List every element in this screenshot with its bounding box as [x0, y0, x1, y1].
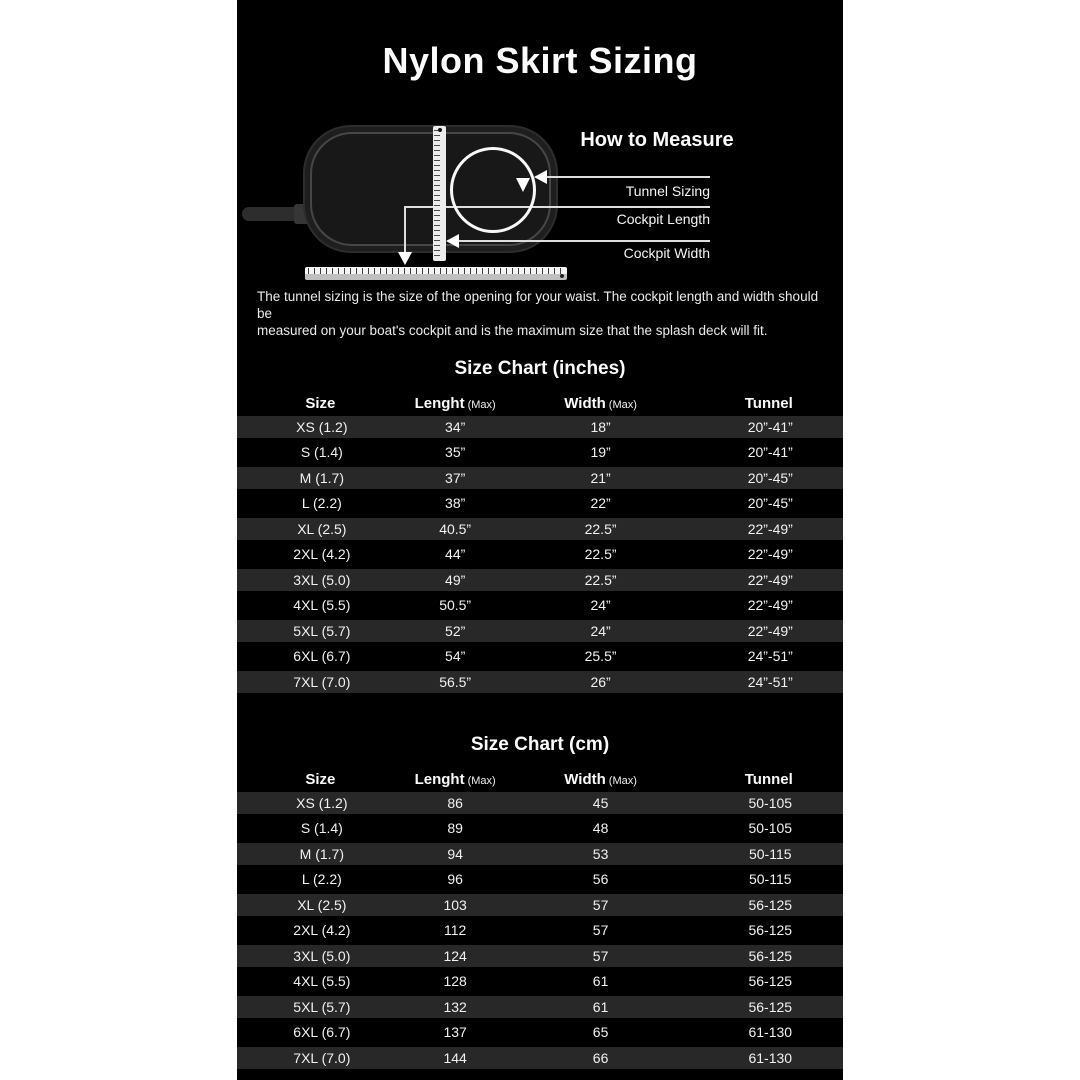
- size-table-cm: [237, 766, 843, 1073]
- table-cell: 22”-49”: [698, 518, 843, 540]
- table-cell: 57: [504, 894, 698, 916]
- table-cell: XS (1.2): [237, 416, 407, 438]
- table-cell: 20”-41”: [747, 444, 793, 461]
- table-cell: 61: [592, 973, 609, 990]
- table-cell: 66: [504, 1047, 698, 1069]
- table-cell: 48: [592, 820, 609, 837]
- table-row: [237, 442, 843, 464]
- table-cell: 65: [592, 1024, 609, 1041]
- table-row: [237, 894, 843, 916]
- table-cell: 22”-49”: [698, 620, 843, 642]
- table-cell: 22.5”: [504, 569, 698, 591]
- table-cell: 57: [504, 945, 698, 967]
- table-cell: 22”-49”: [698, 569, 843, 591]
- table-cell: 25.5”: [584, 648, 617, 665]
- table-cell: 21”: [504, 467, 698, 489]
- description-line: measured on your boat's cockpit and is the maximum size that the splash deck will fit.: [257, 323, 768, 338]
- table-title: Size Chart (cm): [470, 734, 610, 755]
- description-line: The tunnel sizing is the size of the opening for your waist. The cockpit length and width should be: [257, 289, 819, 321]
- table-cell: 35”: [445, 444, 466, 461]
- column-header-size: Size: [305, 394, 336, 412]
- page-title: Nylon Skirt Sizing: [382, 40, 698, 81]
- size-chart-inches: [237, 358, 843, 697]
- arrow-down-icon: [516, 178, 530, 192]
- table-cell: 6XL (6.7): [293, 648, 351, 665]
- table-row: [237, 544, 843, 566]
- table-cell: L (2.2): [301, 495, 342, 512]
- column-header-length: Lenght (Max): [414, 394, 496, 412]
- table-cell: 112: [443, 922, 467, 939]
- cockpit-length-label: Cockpit Length: [616, 211, 710, 227]
- table-cell: 52”: [407, 620, 504, 642]
- size-table-inches: [237, 390, 843, 697]
- table-row: [237, 792, 843, 814]
- arrow-left-icon: [446, 234, 459, 248]
- cockpit-length-annotation-line-vertical: [404, 206, 406, 254]
- arrow-down-icon: [398, 252, 412, 265]
- table-cell: 44”: [445, 546, 466, 563]
- measure-description: [257, 288, 829, 339]
- table-cell: 50-115: [698, 843, 843, 865]
- tunnel-sizing-label: Tunnel Sizing: [625, 183, 710, 199]
- table-cell: 144: [407, 1047, 504, 1069]
- table-row: [237, 1047, 843, 1069]
- table-cell: 56-125: [698, 996, 843, 1018]
- table-cell: 49”: [407, 569, 504, 591]
- table-cell: 57: [592, 922, 609, 939]
- table-cell: 61-130: [748, 1024, 793, 1041]
- table-cell: 45: [504, 792, 698, 814]
- column-header-tunnel: Tunnel: [744, 770, 793, 788]
- size-chart-cm: [237, 734, 843, 1073]
- table-cell: 50.5”: [439, 597, 472, 614]
- cockpit-length-annotation-line: [405, 206, 710, 208]
- table-cell: 50-115: [748, 871, 792, 888]
- table-row: [237, 843, 843, 865]
- table-cell: 56-125: [748, 973, 793, 990]
- table-cell: 22.5”: [504, 518, 698, 540]
- arrow-left-icon: [534, 170, 547, 184]
- table-cell: 18”: [504, 416, 698, 438]
- table-cell: M (1.7): [237, 843, 407, 865]
- table-cell: 7XL (7.0): [237, 1047, 407, 1069]
- table-row: [237, 416, 843, 438]
- table-row: [237, 945, 843, 967]
- table-cell: 54”: [445, 648, 466, 665]
- table-cell: 22”-49”: [747, 597, 793, 614]
- horizontal-ruler: [305, 267, 567, 280]
- table-cell: 20”-45”: [747, 495, 793, 512]
- table-cell: 19”: [590, 444, 611, 461]
- table-row: [237, 971, 843, 993]
- table-cell: 24”-51”: [698, 671, 843, 693]
- table-cell: 37”: [407, 467, 504, 489]
- table-cell: S (1.4): [300, 820, 343, 837]
- table-cell: 61-130: [698, 1047, 843, 1069]
- table-cell: 40.5”: [407, 518, 504, 540]
- table-cell: XL (2.5): [237, 518, 407, 540]
- table-title: Size Chart (inches): [454, 358, 626, 379]
- table-cell: 56: [592, 871, 609, 888]
- table-cell: 50-105: [748, 820, 793, 837]
- column-header-width: Width (Max): [564, 394, 637, 412]
- table-cell: 2XL (4.2): [293, 922, 351, 939]
- table-cell: 20”-45”: [698, 467, 843, 489]
- table-cell: 24”-51”: [747, 648, 793, 665]
- cockpit-width-label: Cockpit Width: [623, 245, 710, 261]
- table-cell: 22.5”: [584, 546, 617, 563]
- table-cell: 34”: [407, 416, 504, 438]
- table-cell: 56-125: [748, 922, 793, 939]
- table-row: [237, 518, 843, 540]
- sizing-panel: [237, 0, 843, 1080]
- table-cell: 6XL (6.7): [293, 1024, 351, 1041]
- table-row: [237, 595, 843, 617]
- grab-handle: [242, 207, 298, 221]
- table-cell: XS (1.2): [237, 792, 407, 814]
- table-row: [237, 996, 843, 1018]
- table-cell: 86: [407, 792, 504, 814]
- table-cell: 22”: [590, 495, 611, 512]
- table-cell: 132: [407, 996, 504, 1018]
- table-cell: 56-125: [698, 894, 843, 916]
- table-cell: L (2.2): [301, 871, 342, 888]
- column-header-length: Lenght (Max): [414, 770, 496, 788]
- table-cell: 26”: [504, 671, 698, 693]
- column-header-size: Size: [305, 770, 336, 788]
- table-row: [237, 671, 843, 693]
- table-cell: 20”-41”: [698, 416, 843, 438]
- table-row: [237, 1022, 843, 1044]
- cockpit-width-annotation-line: [459, 240, 710, 242]
- table-row: [237, 569, 843, 591]
- table-cell: 7XL (7.0): [237, 671, 407, 693]
- table-cell: 4XL (5.5): [293, 597, 351, 614]
- table-cell: 22”-49”: [747, 546, 793, 563]
- measure-heading: How to Measure: [580, 129, 734, 151]
- table-cell: 89: [447, 820, 463, 837]
- table-row: [237, 818, 843, 840]
- table-cell: 96: [447, 871, 463, 888]
- table-cell: 103: [407, 894, 504, 916]
- table-cell: 3XL (5.0): [237, 945, 407, 967]
- table-row: [237, 467, 843, 489]
- table-cell: 4XL (5.5): [293, 973, 351, 990]
- table-cell: 5XL (5.7): [237, 620, 407, 642]
- table-cell: S (1.4): [300, 444, 343, 461]
- vertical-ruler: [433, 126, 446, 261]
- table-cell: 61: [504, 996, 698, 1018]
- table-cell: XL (2.5): [237, 894, 407, 916]
- table-cell: 2XL (4.2): [293, 546, 351, 563]
- table-cell: 128: [443, 973, 467, 990]
- table-header-row: [237, 394, 843, 412]
- table-cell: 5XL (5.7): [237, 996, 407, 1018]
- table-cell: 3XL (5.0): [237, 569, 407, 591]
- table-cell: 124: [407, 945, 504, 967]
- table-cell: 137: [443, 1024, 467, 1041]
- tunnel-annotation-line: [547, 176, 710, 178]
- table-cell: 38”: [445, 495, 466, 512]
- table-cell: M (1.7): [237, 467, 407, 489]
- table-row: [237, 646, 843, 668]
- table-cell: 56.5”: [407, 671, 504, 693]
- table-row: [237, 920, 843, 942]
- table-cell: 53: [504, 843, 698, 865]
- table-cell: 50-105: [698, 792, 843, 814]
- column-header-width: Width (Max): [564, 770, 637, 788]
- table-cell: 24”: [504, 620, 698, 642]
- table-cell: 94: [407, 843, 504, 865]
- table-row: [237, 869, 843, 891]
- table-cell: 56-125: [698, 945, 843, 967]
- column-header-tunnel: Tunnel: [744, 394, 793, 412]
- table-row: [237, 620, 843, 642]
- table-header-row: [237, 770, 843, 788]
- table-row: [237, 493, 843, 515]
- table-cell: 24”: [590, 597, 611, 614]
